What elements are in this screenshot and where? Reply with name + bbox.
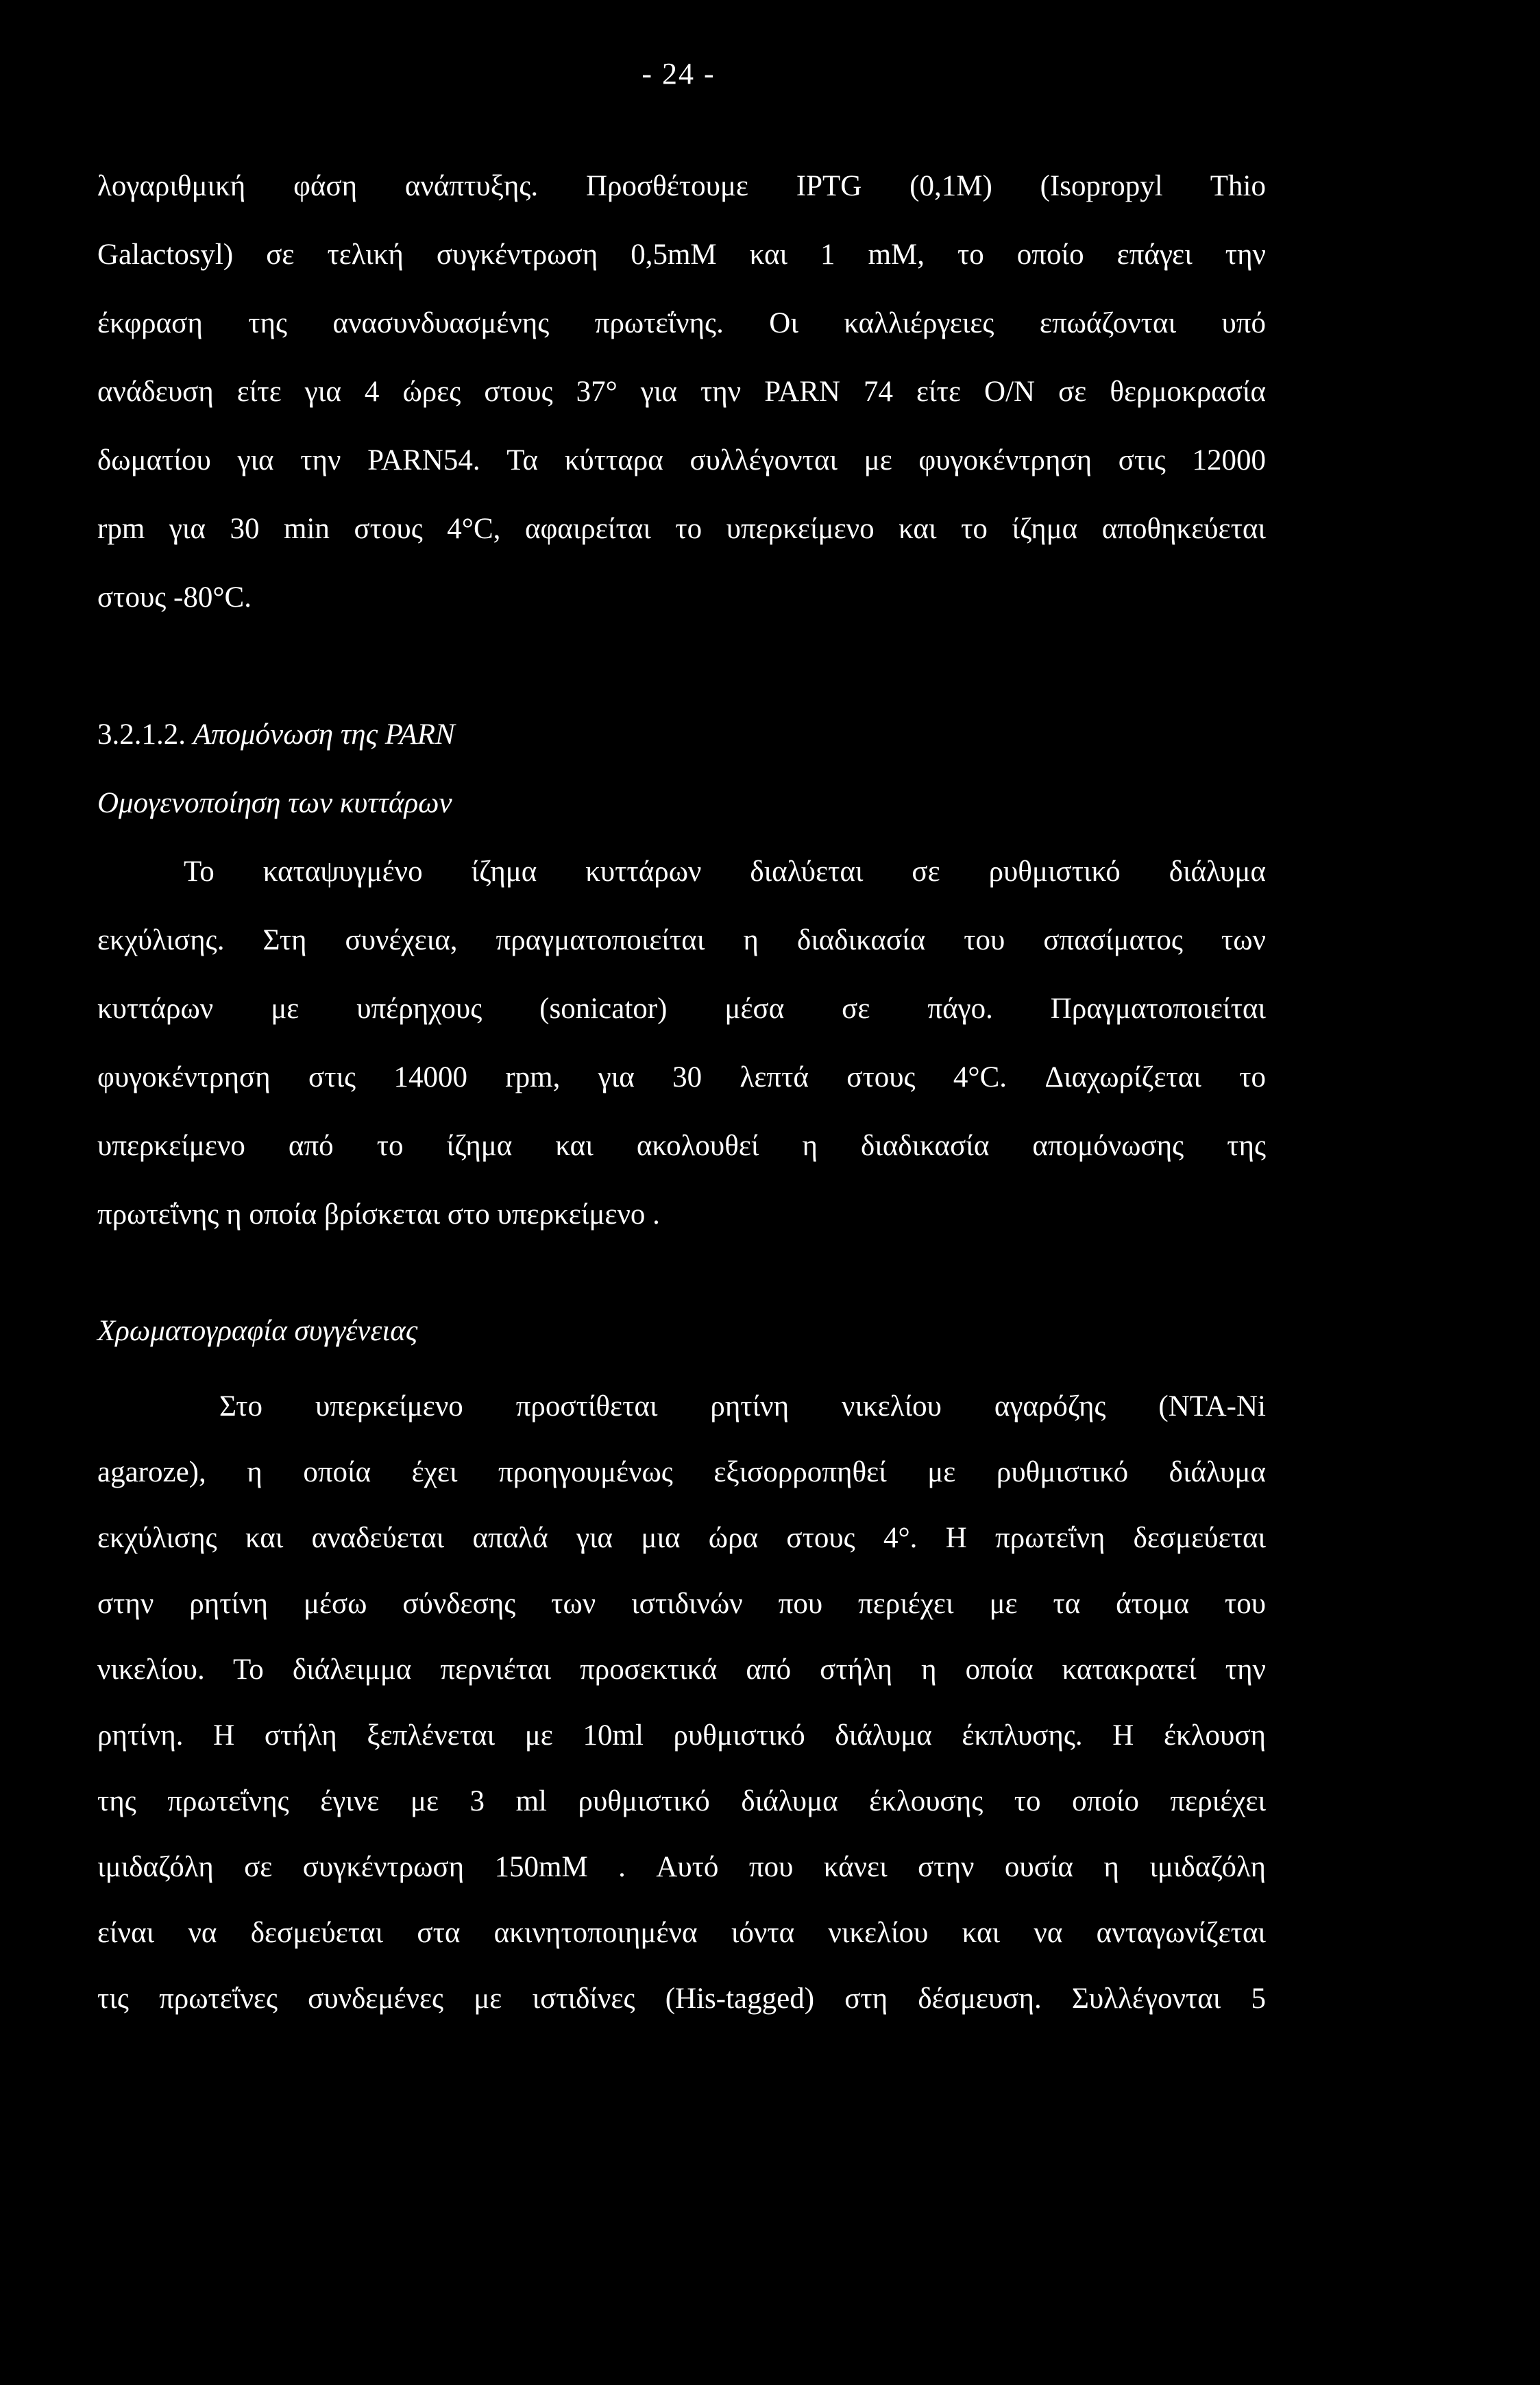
text-line: agaroze), η οποία έχει προηγουμένως εξισορροπηθεί με ρυθμιστικό διάλυμα	[97, 1456, 1266, 1488]
text-line: υπερκείμενο από το ίζημα και ακολουθεί η διαδικασία απομόνωσης της	[97, 1130, 1266, 1162]
subsection-title: Χρωματογραφία συγγένειας	[97, 1315, 418, 1347]
text-line: νικελίου. Το διάλειμμα περνιέται προσεκτικά από στήλη η οποία κατακρατεί την	[97, 1654, 1266, 1686]
text-line: της πρωτεΐνης έγινε με 3 ml ρυθμιστικό διάλυμα έκλουσης το οποίο περιέχει	[97, 1785, 1266, 1817]
text-line: λογαριθμική φάση ανάπτυξης. Προσθέτουμε IPTG (0,1M) (Isopropyl Thio	[97, 170, 1266, 202]
text-line: πρωτεΐνης η οποία βρίσκεται στο υπερκείμενο .	[97, 1198, 660, 1231]
page-number: - 24 -	[641, 57, 716, 90]
text-line: έκφραση της ανασυνδυασμένης πρωτεΐνης. Οι καλλιέργειες επωάζονται υπό	[97, 307, 1266, 339]
text-line: τις πρωτεΐνες συνδεμένες με ιστιδίνες (His-tagged) στη δέσμευση. Συλλέγονται 5	[97, 1983, 1266, 2015]
text-line: εκχύλισης. Στη συνέχεια, πραγματοποιείται η διαδικασία του σπασίματος των	[97, 924, 1266, 956]
text-line: ιμιδαζόλη σε συγκέντρωση 150mM . Αυτό που κάνει στην ουσία η ιμιδαζόλη	[97, 1851, 1266, 1883]
subsection-title: Ομογενοποίηση των κυττάρων	[97, 787, 452, 819]
text-line: εκχύλισης και αναδεύεται απαλά για μια ώρα στους 4°. Η πρωτεΐνη δεσμεύεται	[97, 1522, 1266, 1554]
text-line: ανάδευση είτε για 4 ώρες στους 37° για την PARN 74 είτε O/N σε θερμοκρασία	[97, 376, 1266, 408]
text-line: στους -80°C.	[97, 581, 252, 614]
text-line: είναι να δεσμεύεται στα ακινητοποιημένα ιόντα νικελίου και να ανταγωνίζεται	[97, 1917, 1266, 1949]
text-line: rpm για 30 min στους 4°C, αφαιρείται το υπερκείμενο και το ίζημα αποθηκεύεται	[97, 513, 1266, 545]
text-line: κυττάρων με υπέρηχους (sonicator) μέσα σε πάγο. Πραγματοποιείται	[97, 993, 1266, 1025]
text-line: στην ρητίνη μέσω σύνδεσης των ιστιδινών που περιέχει με τα άτομα του	[97, 1588, 1266, 1620]
section-number: 3.2.1.2.	[97, 718, 186, 751]
text-line: Το καταψυγμένο ίζημα κυττάρων διαλύεται σε ρυθμιστικό διάλυμα	[184, 856, 1266, 888]
text-line: φυγοκέντρηση στις 14000 rpm, για 30 λεπτά στους 4°C. Διαχωρίζεται το	[97, 1061, 1266, 1093]
text-line: Στο υπερκείμενο προστίθεται ρητίνη νικελίου αγαρόζης (NTA-Ni	[219, 1390, 1266, 1422]
text-line: Galactosyl) σε τελική συγκέντρωση 0,5mM και 1 mM, το οποίο επάγει την	[97, 239, 1266, 271]
text-line: δωματίου για την PARN54. Τα κύτταρα συλλέγονται με φυγοκέντρηση στις 12000	[97, 444, 1266, 476]
text-line: ρητίνη. Η στήλη ξεπλένεται με 10ml ρυθμιστικό διάλυμα έκπλυσης. Η έκλουση	[97, 1719, 1266, 1752]
section-heading	[97, 714, 1266, 755]
section-title: Απομόνωση της PARN	[193, 718, 455, 751]
